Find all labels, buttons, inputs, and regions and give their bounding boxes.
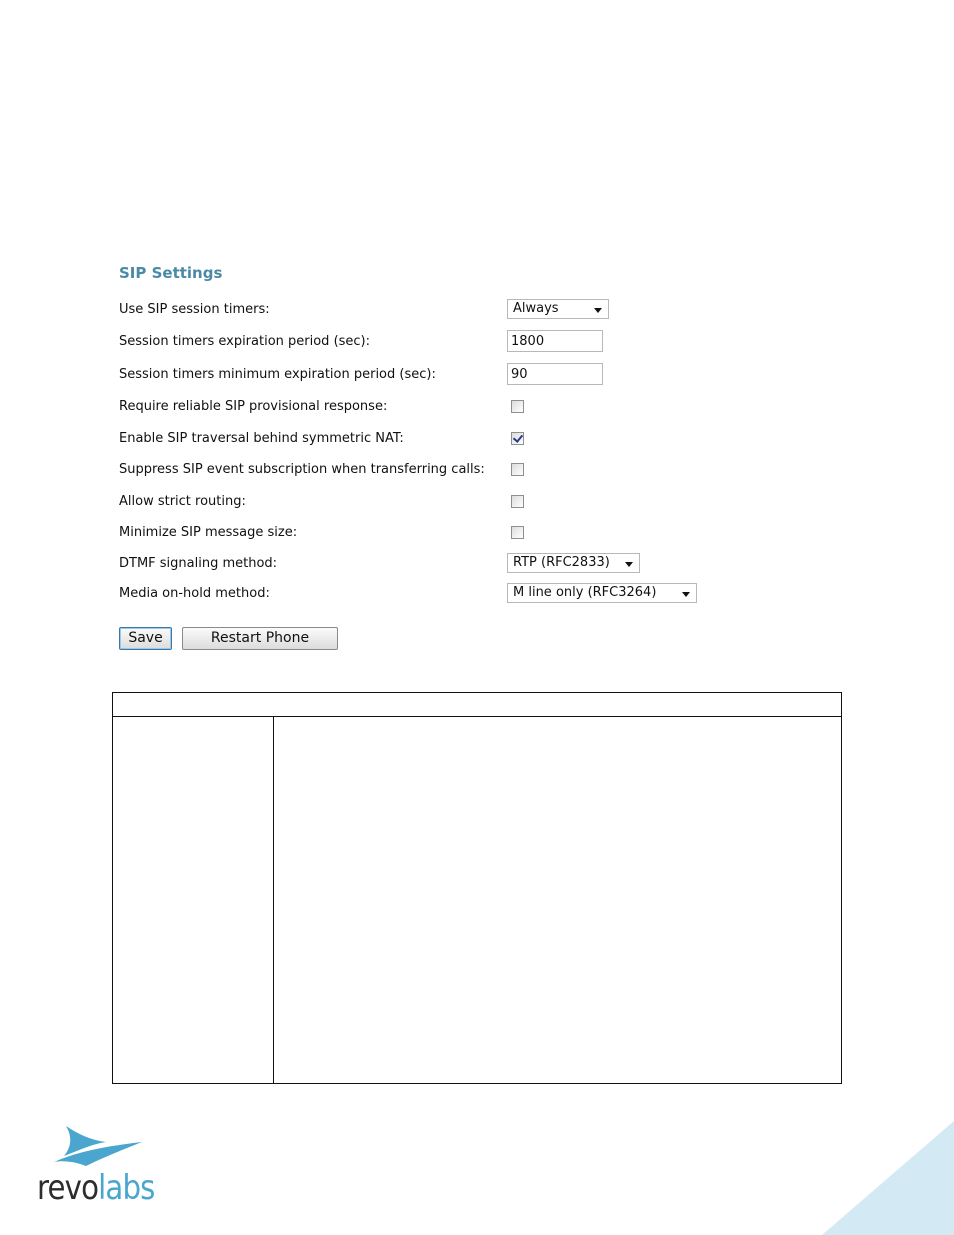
info-table-header — [113, 693, 841, 717]
symmetric-nat-checkbox[interactable] — [511, 432, 524, 445]
min-expiration-row — [119, 363, 739, 385]
suppress-subscription-checkbox[interactable] — [511, 463, 524, 476]
symmetric-nat-row — [119, 428, 739, 450]
dtmf-method-row — [119, 553, 739, 575]
session-timers-label: Use SIP session timers: — [119, 302, 270, 317]
minimize-size-label: Minimize SIP message size: — [119, 525, 298, 540]
expiration-period-input[interactable] — [507, 330, 603, 352]
suppress-subscription-row — [119, 459, 739, 481]
min-expiration-label: Session timers minimum expiration period (sec): — [119, 367, 436, 382]
session-timers-row — [119, 299, 739, 321]
strict-routing-checkbox[interactable] — [511, 495, 524, 508]
info-table-left-column — [113, 717, 274, 1083]
info-table — [112, 692, 842, 1084]
dtmf-method-select[interactable] — [507, 553, 640, 573]
expiration-period-label: Session timers expiration period (sec): — [119, 334, 371, 349]
strict-routing-row — [119, 491, 739, 513]
session-timers-value: Always — [513, 301, 559, 316]
minimize-size-row — [119, 522, 739, 544]
reliable-provisional-row — [119, 396, 739, 418]
dropdown-arrow-icon — [682, 592, 690, 597]
on-hold-method-select[interactable] — [507, 583, 697, 603]
section-title: SIP Settings — [119, 264, 223, 282]
min-expiration-input[interactable] — [507, 363, 603, 385]
save-button[interactable]: Save — [119, 627, 172, 650]
reliable-provisional-checkbox[interactable] — [511, 400, 524, 413]
logo-text-labs: labs — [98, 1168, 155, 1208]
symmetric-nat-label: Enable SIP traversal behind symmetric NAT: — [119, 431, 404, 446]
corner-decoration — [822, 1121, 954, 1235]
on-hold-method-label: Media on-hold method: — [119, 586, 270, 601]
dtmf-method-value: RTP (RFC2833) — [513, 555, 610, 570]
strict-routing-label: Allow strict routing: — [119, 494, 246, 509]
dropdown-arrow-icon — [594, 308, 602, 313]
suppress-subscription-label: Suppress SIP event subscription when transferring calls: — [119, 462, 485, 477]
on-hold-method-row — [119, 583, 739, 605]
minimize-size-checkbox[interactable] — [511, 526, 524, 539]
dropdown-arrow-icon — [625, 562, 633, 567]
info-table-right-column — [274, 717, 841, 1083]
restart-phone-button[interactable]: Restart Phone — [182, 627, 338, 650]
session-timers-select[interactable] — [507, 299, 609, 319]
on-hold-method-value: M line only (RFC3264) — [513, 585, 657, 600]
reliable-provisional-label: Require reliable SIP provisional response: — [119, 399, 388, 414]
expiration-period-row — [119, 330, 739, 352]
revolabs-logo — [37, 1168, 155, 1208]
logo-text-revo: revo — [37, 1168, 99, 1208]
dtmf-method-label: DTMF signaling method: — [119, 556, 278, 571]
